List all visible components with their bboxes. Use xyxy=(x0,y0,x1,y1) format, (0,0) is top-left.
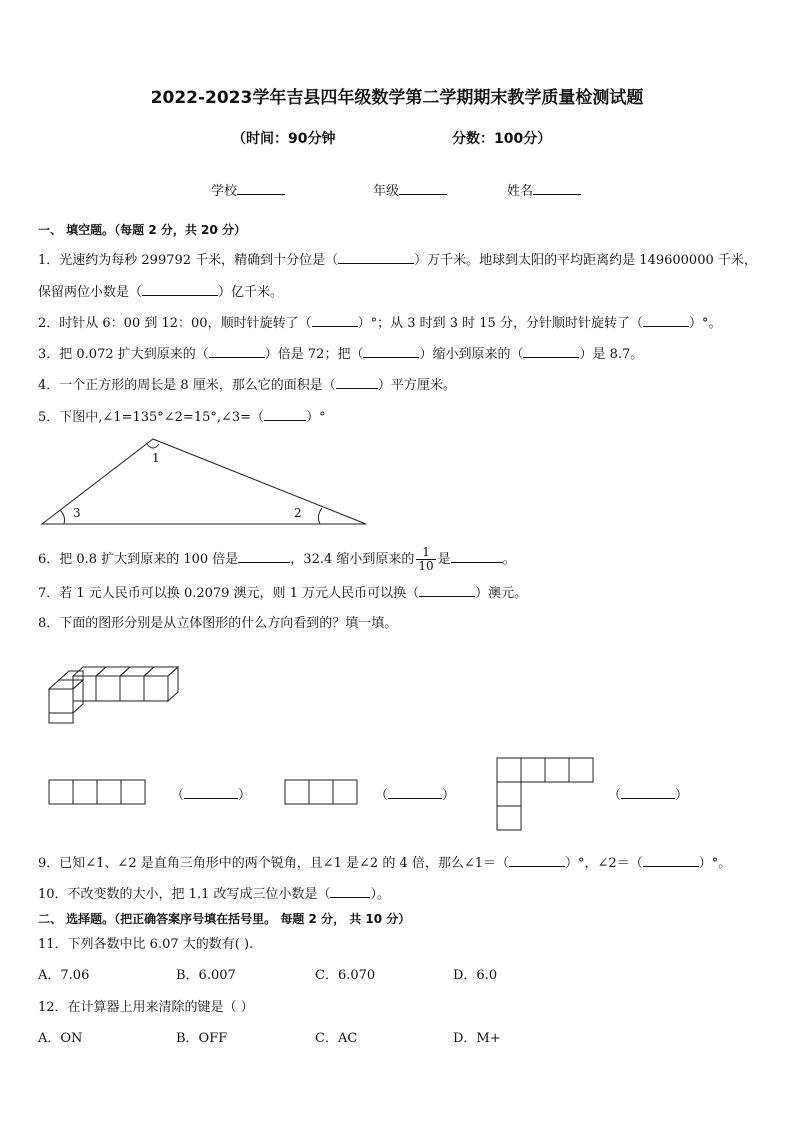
solid-figure-3d xyxy=(49,667,178,723)
q12-option-a[interactable]: A．ON xyxy=(38,1031,83,1046)
school-label: 学校 xyxy=(211,184,238,199)
q12-option-b[interactable]: B．OFF xyxy=(176,1031,228,1046)
q6: 6．把 0.8 扩大到原来的 100 倍是 ，32.4 缩小到原来的 $\frac{1}{10}$ 是 。 xyxy=(38,545,516,573)
q12-stem: 12．在计算器上用来清除的键是（ ） xyxy=(38,1000,254,1015)
q12-option-d[interactable]: D．M+ xyxy=(453,1031,501,1046)
q1-line1: 1．光速约为每秒 299792 千米，精确到十分位是（ ）万千米。地球到太阳的平均距离约是 149600000 千米， xyxy=(38,253,757,268)
section1-heading: 一、 填空题。（每题 2 分，共 20 分） xyxy=(38,223,246,237)
exam-score: 分数：100分） xyxy=(452,131,552,147)
q11-stem: 11．下列各数中比 6.07 大的数有( ). xyxy=(38,937,254,952)
q8-blank-1[interactable] xyxy=(184,786,238,799)
q8-answer-3: （ ） xyxy=(608,788,689,803)
grade-label: 年级 xyxy=(373,184,400,199)
q12-option-c[interactable]: C．AC xyxy=(315,1031,358,1046)
q10: 10．不改变数的大小，把 1.1 改写成三位小数是（ ）。 xyxy=(38,887,390,902)
page-title: 2022-2023学年吉县四年级数学第二学期期末教学质量检测试题 xyxy=(150,88,644,108)
q11-option-d[interactable]: D．6.0 xyxy=(453,968,498,983)
q9-blank-2[interactable] xyxy=(643,854,699,867)
name-label: 姓名 xyxy=(507,184,534,199)
q11-option-a[interactable]: A．7.06 xyxy=(38,968,90,983)
fraction-one-tenth: $\frac{1}{10}$ xyxy=(418,545,434,573)
exam-time: （时间：90分钟 xyxy=(232,131,336,147)
q10-blank[interactable] xyxy=(330,885,370,898)
q8-answer-2: （ ） xyxy=(375,788,456,803)
angle-2-label: 2 xyxy=(294,506,302,520)
angle-1-label: 1 xyxy=(152,451,160,465)
angle-3-label: 3 xyxy=(73,506,81,520)
q1-line2: 保留两位小数是（ ）亿千米。 xyxy=(38,285,284,300)
view-1-four-squares xyxy=(49,780,145,804)
q8-blank-3[interactable] xyxy=(621,786,675,799)
q2: 2．时针从 6：00 到 12：00，顺时针旋转了（ ）°；从 3 时到 3 时 15 分，分针顺时针旋转了（ ）°。 xyxy=(38,316,722,331)
q3: 3．把 0.072 扩大到原来的（ ）倍是 72；把（ ）缩小到原来的（ ）是 8.7。 xyxy=(38,347,644,362)
q4: 4．一个正方形的周长是 8 厘米，那么它的面积是（ ）平方厘米。 xyxy=(38,378,456,393)
q8-blank-2[interactable] xyxy=(388,786,442,799)
q9-blank-1[interactable] xyxy=(509,854,565,867)
q8-answer-1: （ ） xyxy=(171,788,252,803)
q11-option-b[interactable]: B．6.007 xyxy=(176,968,236,983)
q8: 8．下面的图形分别是从立体图形的什么方向看到的？填一填。 xyxy=(38,616,398,631)
section2-heading: 二、 选择题。（把正确答案序号填在括号里。 每题 2 分， 共 10 分） xyxy=(38,912,411,926)
q5: 5．下图中,∠1=135°∠2=15°,∠3=（ ）° xyxy=(38,410,326,425)
q11-option-c[interactable]: C．6.070 xyxy=(315,968,376,983)
q7: 7．若 1 元人民币可以换 0.2079 澳元，则 1 万元人民币可以换（ ）澳元。 xyxy=(38,586,528,601)
view-3-l-shape xyxy=(497,758,593,830)
view-2-three-squares xyxy=(285,780,357,804)
q9: 9．已知∠1、∠2 是直角三角形中的两个锐角，且∠1 是∠2 的 4 倍，那么∠1＝（ ）°，∠2＝（ ）°。 xyxy=(38,856,732,871)
